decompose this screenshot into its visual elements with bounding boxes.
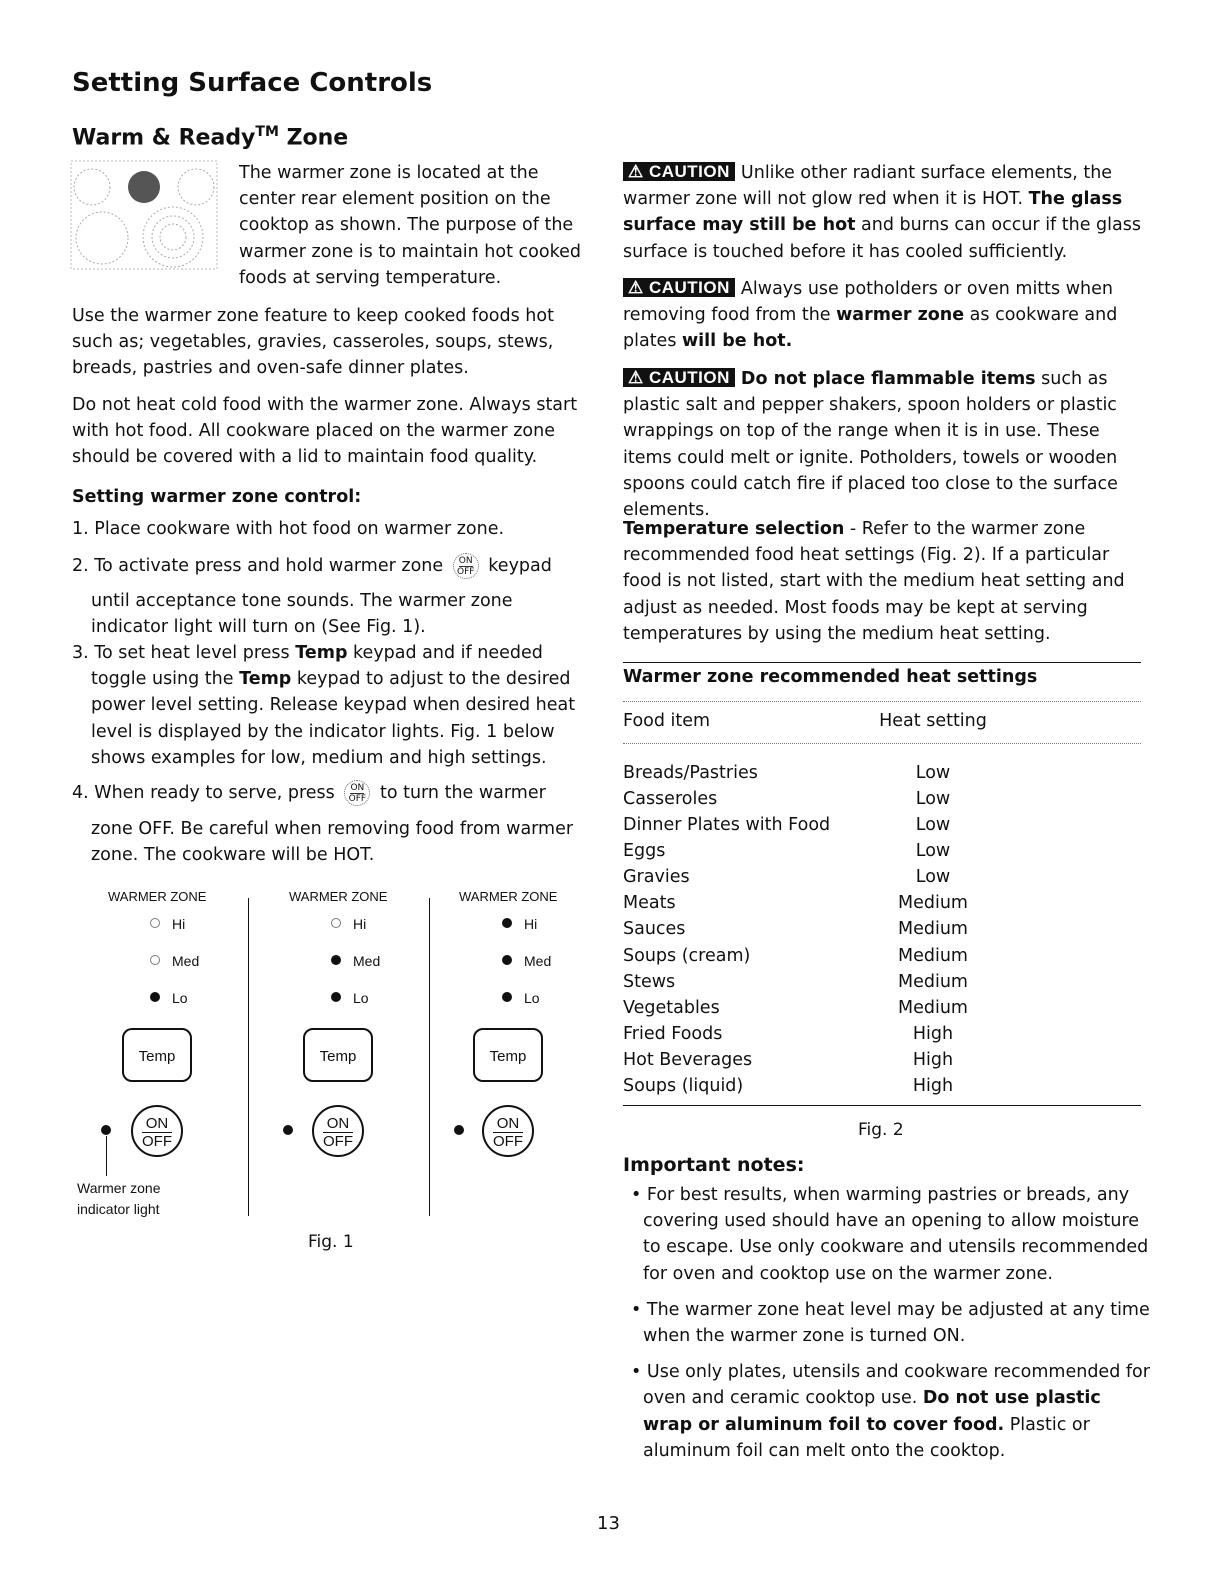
- use-paragraph: Use the warmer zone feature to keep cooked foods hot such as; vegetables, gravies, casseroles, soups, stews, breads, pastries and oven-safe dinner plates.: [72, 306, 554, 379]
- cooktop-illustration: [70, 160, 220, 272]
- panel-3-lo: Lo: [502, 990, 540, 1006]
- step-2-keypad: keypad: [488, 556, 552, 576]
- panel-2-lo: Lo: [331, 990, 369, 1006]
- warmer-zone-element: [128, 171, 160, 203]
- panel-divider: [248, 898, 249, 1216]
- step-3: 3. To set heat level press Temp keypad and if needed toggle using the Temp keypad to adjust to the desired power level setting. Release keypad when desired heat level is displayed by the indicator lights. Fig. 1 below shows examples for low, medium and high settings.: [72, 643, 576, 768]
- table-row: Fried Foods High: [623, 1024, 954, 1044]
- indicator-light: [283, 1125, 293, 1135]
- table-title: Warmer zone recommended heat settings: [623, 667, 1038, 687]
- page-number: 13: [597, 1513, 620, 1534]
- table-row: Soups (cream) Medium: [623, 946, 968, 966]
- indicator-light: [454, 1125, 464, 1135]
- step-2-line: [72, 553, 552, 579]
- fig2-caption: Fig. 2: [858, 1120, 904, 1140]
- step-4-text-b: to turn the warmer: [379, 783, 546, 803]
- temp-button[interactable]: Temp: [303, 1028, 373, 1082]
- caution-2: ⚠ CAUTION Always use potholders or oven mitts when removing food from the warmer zone as cookware and plates will be hot.: [623, 278, 1118, 352]
- table-row: Vegetables Medium: [623, 998, 968, 1018]
- on-off-key-icon: ON OFF: [344, 780, 370, 806]
- on-off-button[interactable]: ON OFF: [482, 1105, 534, 1157]
- list-item: • For best results, when warming pastries or breads, any covering used should have an opening to allow moisture to escape. Use only cookware and utensils recommended for oven and cooktop use on the warmer zone.: [631, 1185, 1149, 1284]
- table-row: Eggs Low: [623, 841, 951, 861]
- panel-1-hi: Hi: [150, 916, 185, 932]
- caution-badge: ⚠ CAUTION: [623, 278, 735, 297]
- step-1: 1. Place cookware with hot food on warmer zone.: [72, 519, 505, 539]
- on-off-button[interactable]: ON OFF: [131, 1105, 183, 1157]
- table-row: Soups (liquid) High: [623, 1076, 954, 1096]
- caution-badge: ⚠ CAUTION: [623, 368, 735, 387]
- panel-divider: [429, 898, 430, 1216]
- indicator-light: [101, 1125, 111, 1135]
- table-row: Stews Medium: [623, 972, 968, 992]
- intro-paragraph: The warmer zone is located at the center rear element position on the cooktop as shown. The purpose of the warmer zone is to maintain hot cooked foods at serving temperature.: [239, 163, 581, 288]
- col-food-header: Food item: [623, 711, 711, 731]
- step-2-text: 2. To activate press and hold warmer zone: [72, 556, 444, 576]
- setting-heading: Setting warmer zone control:: [72, 487, 362, 507]
- indicator-caption-2: indicator light: [77, 1201, 160, 1217]
- step-4-line: [72, 780, 546, 806]
- table-top-rule: [623, 662, 1141, 663]
- step-4-text: 4. When ready to serve, press: [72, 783, 335, 803]
- list-item: • The warmer zone heat level may be adjusted at any time when the warmer zone is turned ON.: [631, 1299, 1150, 1347]
- on-off-button[interactable]: ON OFF: [312, 1105, 364, 1157]
- notes-list: [623, 1182, 1153, 1474]
- donot-paragraph: Do not heat cold food with the warmer zone. Always start with hot food. All cookware placed on the warmer zone should be covered with a lid to maintain food quality.: [72, 395, 578, 468]
- list-item: • Use only plates, utensils and cookware recommended for oven and ceramic cooktop use. Do not use plastic wrap or aluminum foil to cover food. Plastic or aluminum foil can melt onto the cooktop.: [631, 1362, 1150, 1461]
- on-off-key-icon: ON OFF: [453, 553, 479, 579]
- table-row: Gravies Low: [623, 867, 951, 887]
- temp-button[interactable]: Temp: [473, 1028, 543, 1082]
- section-title-text: Warm & Ready: [72, 125, 256, 151]
- panel-2-hi: Hi: [331, 916, 366, 932]
- section-title: [72, 124, 348, 150]
- indicator-caption-1: Warmer zone: [77, 1180, 161, 1196]
- table-row: Hot Beverages High: [623, 1050, 954, 1070]
- table-header: [623, 708, 1141, 734]
- panel-3-label: WARMER ZONE: [459, 889, 558, 904]
- table-row: Dinner Plates with Food Low: [623, 815, 951, 835]
- caution-3: ⚠ CAUTION Do not place flammable items such as plastic salt and pepper shakers, spoon holders or plastic wrappings on top of the range when it is in use. These items could melt or ignite. Potholders, towels or wooden spoons could catch fire if placed too close to the surface elements.: [623, 368, 1118, 521]
- panel-2-label: WARMER ZONE: [289, 889, 388, 904]
- temperature-selection: Temperature selection - Refer to the warmer zone recommended food heat settings (Fig. 2). If a particular food is not listed, start with the medium heat setting and adjust as needed. Most foods may be kept at serving temperatures by using the medium heat setting.: [623, 519, 1125, 644]
- panel-1-label: WARMER ZONE: [108, 889, 207, 904]
- table-rule: [623, 701, 1141, 702]
- table-row: Sauces Medium: [623, 919, 968, 939]
- panel-1-med: Med: [150, 953, 199, 969]
- table-row: Meats Medium: [623, 893, 968, 913]
- temp-button[interactable]: Temp: [122, 1028, 192, 1082]
- step-2-cont: until acceptance tone sounds. The warmer zone indicator light will turn on (See Fig. 1).: [91, 591, 513, 638]
- table-bottom-rule: [623, 1105, 1141, 1106]
- trademark: TM: [255, 124, 279, 140]
- panel-3-hi: Hi: [502, 916, 537, 932]
- notes-heading: Important notes:: [623, 1154, 805, 1176]
- panel-3-med: Med: [502, 953, 551, 969]
- indicator-leader-line: [106, 1136, 107, 1176]
- caution-1: ⚠ CAUTION Unlike other radiant surface elements, the warmer zone will not glow red when it is HOT. The glass surface may still be hot and burns can occur if the glass surface is touched before it has cooled sufficiently.: [623, 162, 1141, 262]
- fig1-caption: Fig. 1: [308, 1232, 354, 1252]
- table-row: Casseroles Low: [623, 789, 951, 809]
- panel-1-lo: Lo: [150, 990, 188, 1006]
- table-row: Breads/Pastries Low: [623, 763, 951, 783]
- page-title: Setting Surface Controls: [72, 68, 433, 98]
- section-title-zone: Zone: [286, 125, 349, 151]
- col-heat-header: Heat setting: [879, 711, 987, 731]
- step-4-cont: zone OFF. Be careful when removing food from warmer zone. The cookware will be HOT.: [91, 819, 574, 866]
- table-rule: [623, 743, 1141, 744]
- panel-2-med: Med: [331, 953, 380, 969]
- caution-badge: ⚠ CAUTION: [623, 162, 735, 181]
